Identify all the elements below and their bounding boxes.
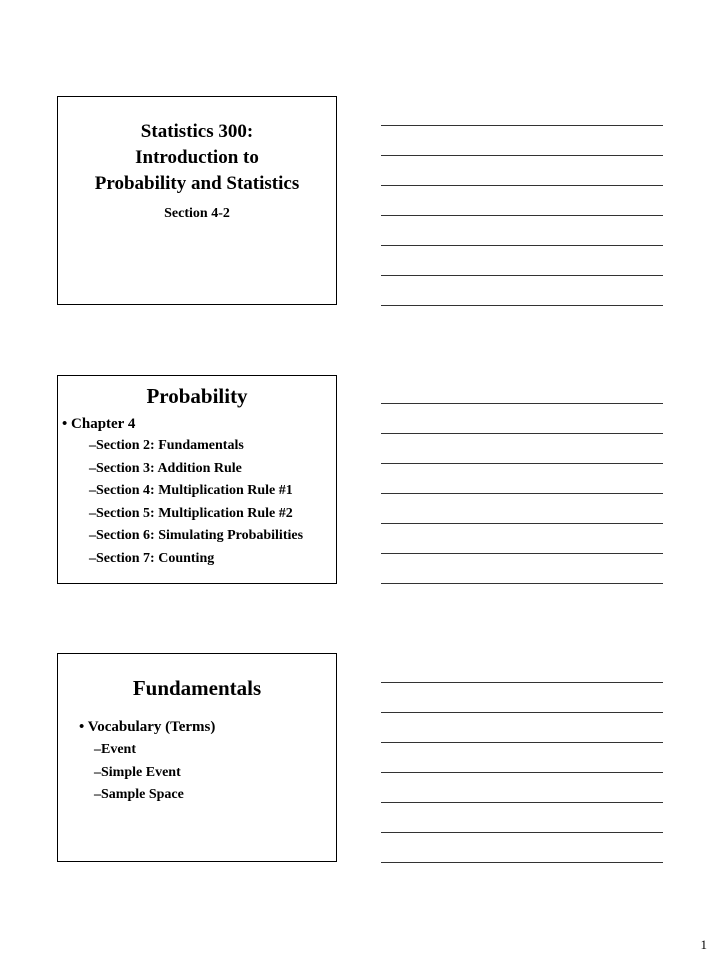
bullet-glyph: •: [62, 416, 68, 432]
bullet-glyph: •: [79, 719, 85, 735]
slide-2-subitem: [62, 525, 336, 548]
slide-3-subitem-text: Sample Space: [101, 787, 184, 803]
note-line: [381, 553, 663, 554]
note-line: [381, 245, 663, 246]
slide-2-title: Probability: [146, 384, 248, 408]
note-line: [381, 215, 663, 216]
note-line: [381, 185, 663, 186]
slide-2-subitem-text: Section 3: Addition Rule: [96, 460, 242, 476]
dash-glyph: –: [89, 550, 96, 566]
slide-1-title-line-3: Probability and Statistics: [94, 173, 300, 194]
note-line: [381, 305, 663, 306]
slide-thumbnail-1: [57, 96, 337, 305]
slide-2-subitem: [62, 480, 336, 503]
note-line: [381, 523, 663, 524]
slide-2-subitem: [62, 548, 336, 571]
slide-thumbnail-3: [57, 653, 337, 862]
slide-3-list: [79, 715, 336, 807]
dash-glyph: –: [94, 764, 101, 780]
slide-3-bullet: [79, 715, 336, 739]
slide-2-subitem: [62, 435, 336, 458]
slide-3-bullet-text: Vocabulary (Terms): [87, 719, 216, 735]
dash-glyph: –: [94, 787, 101, 803]
slide-3-subitem: [79, 739, 336, 762]
note-line: [381, 682, 663, 683]
slide-2-subitem-text: Section 6: Simulating Probabilities: [96, 528, 304, 544]
note-line: [381, 493, 663, 494]
slide-1-subtitle: Section 4-2: [164, 206, 230, 221]
slide-3-title: Fundamentals: [132, 676, 262, 700]
slide-2-subitem: [62, 503, 336, 526]
note-line: [381, 832, 663, 833]
slide-2-list: [62, 413, 336, 571]
note-line: [381, 862, 663, 863]
dash-glyph: –: [89, 528, 96, 544]
slide-1-title-line-2: Introduction to: [135, 147, 259, 168]
note-line: [381, 403, 663, 404]
slide-3-subitem: [79, 784, 336, 807]
slide-3-subitem: [79, 762, 336, 785]
slide-2-subitem-text: Section 5: Multiplication Rule #2: [96, 505, 293, 521]
slide-2-bullet: [62, 413, 336, 435]
slide-2-subitem-text: Section 2: Fundamentals: [96, 438, 244, 453]
note-line: [381, 802, 663, 803]
slide-2-subitem-text: Section 7: Counting: [96, 550, 215, 566]
note-line: [381, 742, 663, 743]
note-line: [381, 463, 663, 464]
slide-3-subitem-text: Simple Event: [101, 764, 181, 780]
dash-glyph: –: [89, 483, 96, 499]
page-number: 1: [700, 937, 707, 952]
slide-3-subitem-text: Event: [101, 742, 136, 757]
slide-1-title: [58, 119, 336, 197]
note-line: [381, 275, 663, 276]
note-line: [381, 583, 663, 584]
dash-glyph: –: [94, 742, 101, 757]
note-line: [381, 772, 663, 773]
slide-2-bullet-text: Chapter 4: [71, 416, 136, 432]
slide-2-subitem: [62, 458, 336, 481]
note-line: [381, 712, 663, 713]
note-line: [381, 155, 663, 156]
dash-glyph: –: [89, 505, 96, 521]
slide-2-subitem-text: Section 4: Multiplication Rule #1: [96, 483, 293, 499]
dash-glyph: –: [89, 438, 96, 453]
slide-thumbnail-2: [57, 375, 337, 584]
slide-1-title-line-1: Statistics 300:: [140, 121, 254, 142]
note-line: [381, 125, 663, 126]
note-line: [381, 433, 663, 434]
dash-glyph: –: [89, 460, 96, 476]
